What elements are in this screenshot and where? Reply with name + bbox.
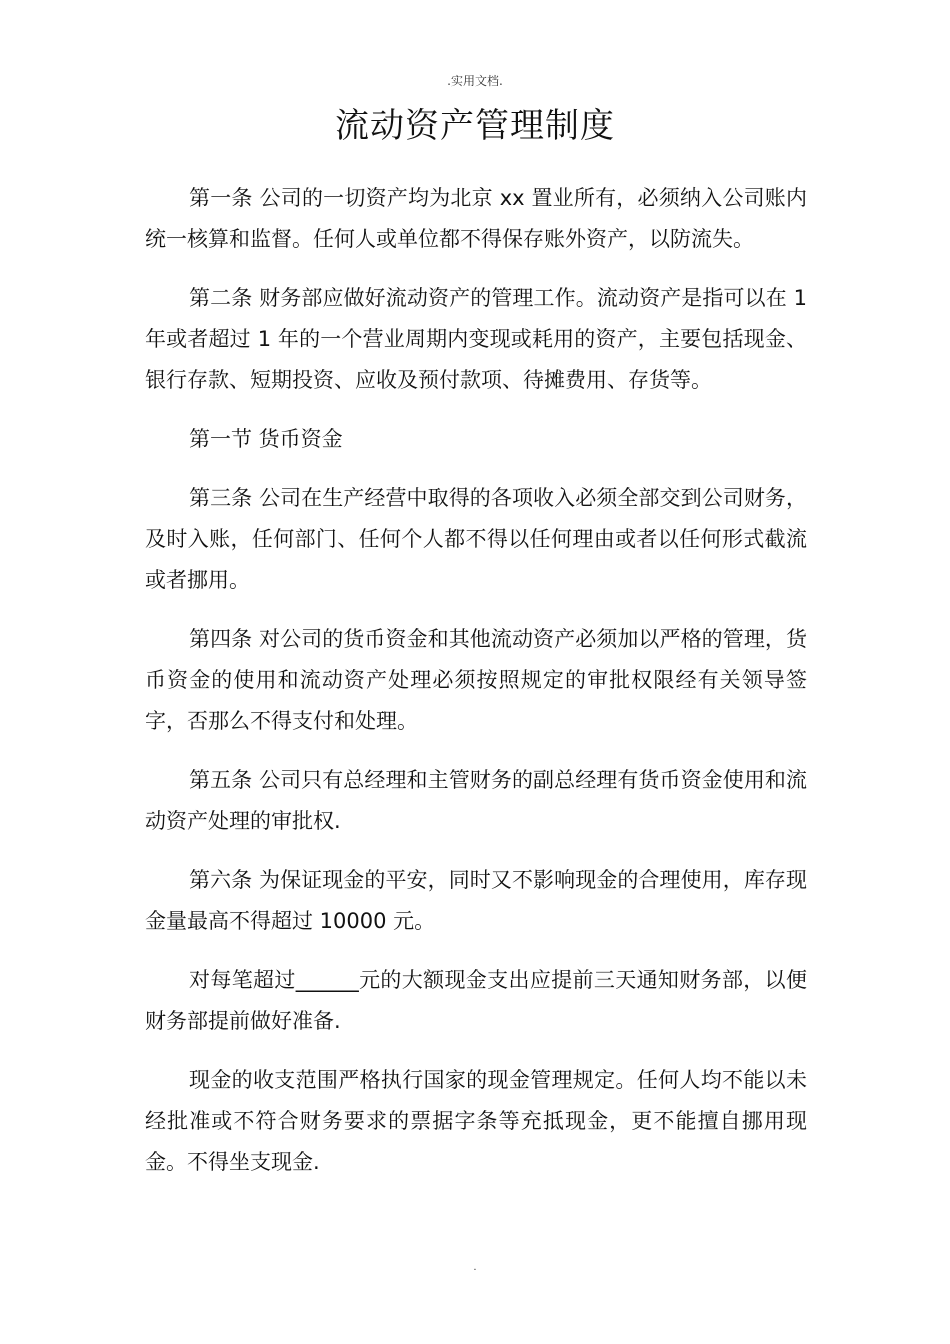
article-1-paragraph: 第一条 公司的一切资产均为北京 xx 置业所有，必须纳入公司账内统一核算和监督。任何人或单位都不得保存账外资产，以防流失。	[145, 186, 807, 251]
document-title: 流动资产管理制度	[335, 106, 615, 146]
article-3-paragraph: 第三条 公司在生产经营中取得的各项收入必须全部交到公司财务，及时入账，任何部门、任何个人都不得以任何理由或者以任何形式截流或者挪用。	[145, 486, 807, 592]
document-body	[145, 178, 807, 1201]
cash-scope-paragraph: 现金的收支范围严格执行国家的现金管理规定。任何人均不能以未经批准或不符合财务要求的票据字条等充抵现金，更不能擅自挪用现金。不得坐支现金.	[145, 1068, 807, 1174]
section-heading: 第一节 货币资金	[189, 427, 343, 451]
article-6-paragraph: 第六条 为保证现金的平安，同时又不影响现金的合理使用，库存现金量最高不得超过 10000 元。	[145, 868, 807, 933]
article-5-paragraph: 第五条 公司只有总经理和主管财务的副总经理有货币资金使用和流动资产处理的审批权.	[145, 768, 807, 833]
footer-mark: .	[473, 1262, 477, 1273]
large-cash-paragraph: 对每笔超过______元的大额现金支出应提前三天通知财务部，以便财务部提前做好准备.	[145, 968, 807, 1033]
header-mark: .实用文档.	[447, 74, 503, 88]
article-4-paragraph: 第四条 对公司的货币资金和其他流动资产必须加以严格的管理，货币资金的使用和流动资产处理必须按照规定的审批权限经有关领导签字，否那么不得支付和处理。	[145, 627, 807, 733]
article-2-paragraph: 第二条 财务部应做好流动资产的管理工作。流动资产是指可以在 1 年或者超过 1 年的一个营业周期内变现或耗用的资产，主要包括现金、银行存款、短期投资、应收及预付款项、待摊费用、存货等。	[145, 286, 807, 392]
